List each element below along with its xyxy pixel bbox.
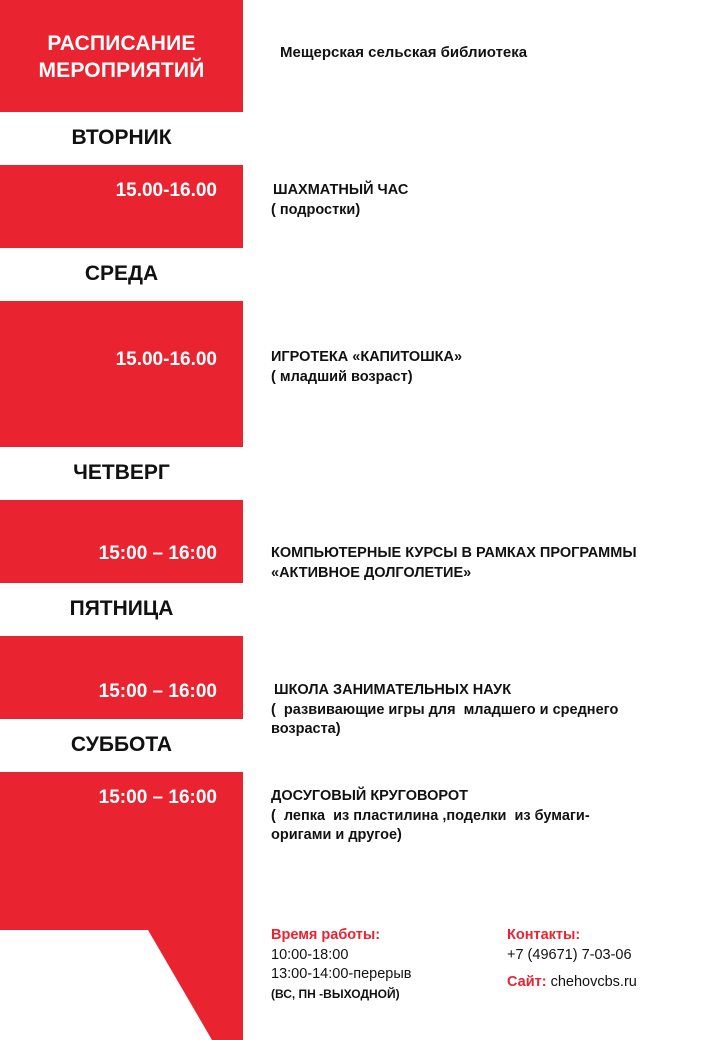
site-link[interactable]: chehovcbs.ru (546, 974, 637, 990)
event-wednesday (271, 348, 462, 387)
day-wednesday: СРЕДА (84, 262, 159, 285)
time-tuesday: 15.00-16.00 (115, 180, 217, 201)
hours-value: 10:00-18:00 (271, 946, 349, 963)
event-saturday (271, 787, 590, 846)
time-friday: 15:00 – 16:00 (98, 681, 217, 702)
contacts-label: Контакты: (507, 927, 581, 943)
event-details: ( подростки) (271, 201, 361, 218)
days-off: (ВС, ПН -ВЫХОДНОЙ) (271, 986, 400, 1001)
working-hours (271, 926, 411, 1004)
title-line-2: МЕРОПРИЯТИЙ (38, 59, 205, 82)
time-block-friday (0, 636, 243, 719)
day-friday: ПЯТНИЦА (69, 597, 174, 620)
time-block-tuesday (0, 165, 243, 248)
event-details-2: возраста) (271, 721, 341, 737)
day-thursday: ЧЕТВЕРГ (73, 461, 170, 484)
time-block-saturday (0, 772, 243, 1040)
event-title: ИГРОТЕКА «КАПИТОШКА» (271, 349, 463, 365)
library-name: Мещерская сельская библиотека (280, 44, 528, 61)
event-friday (271, 681, 618, 740)
time-block-wednesday (0, 301, 243, 447)
time-thursday: 15:00 – 16:00 (98, 543, 217, 564)
event-title: ШКОЛА ЗАНИМАТЕЛЬНЫХ НАУК (274, 682, 512, 698)
event-details-2: оригами и другое) (271, 827, 402, 843)
time-wednesday: 15.00-16.00 (115, 349, 217, 370)
event-thursday (271, 544, 637, 583)
day-saturday: СУББОТА (70, 733, 173, 756)
event-details: «АКТИВНОЕ ДОЛГОЛЕТИЕ» (271, 564, 472, 581)
site-label: Сайт: (507, 974, 547, 990)
event-details: ( младший возраст) (271, 368, 413, 385)
event-details: ( лепка из пластилина ,поделки из бумаги- (271, 807, 590, 824)
phone-number: +7 (49671) 7-03-06 (507, 946, 632, 963)
site-line (507, 973, 637, 993)
time-saturday: 15:00 – 16:00 (98, 787, 217, 808)
event-title: ДОСУГОВЫЙ КРУГОВОРОТ (271, 788, 468, 804)
event-details: ( развивающие игры для младшего и среднего (271, 701, 619, 718)
event-title: ШАХМАТНЫЙ ЧАС (273, 182, 409, 198)
time-block-thursday (0, 500, 243, 583)
event-title: КОМПЬЮТЕРНЫЕ КУРСЫ В РАМКАХ ПРОГРАММЫ (271, 545, 637, 561)
page-title (0, 30, 243, 84)
title-line-1: РАСПИСАНИЕ (47, 32, 196, 55)
contacts (507, 926, 637, 993)
day-tuesday: ВТОРНИК (71, 126, 172, 149)
hours-label: Время работы: (271, 927, 381, 943)
event-tuesday (273, 181, 408, 220)
break-value: 13:00-14:00-перерыв (271, 966, 412, 982)
